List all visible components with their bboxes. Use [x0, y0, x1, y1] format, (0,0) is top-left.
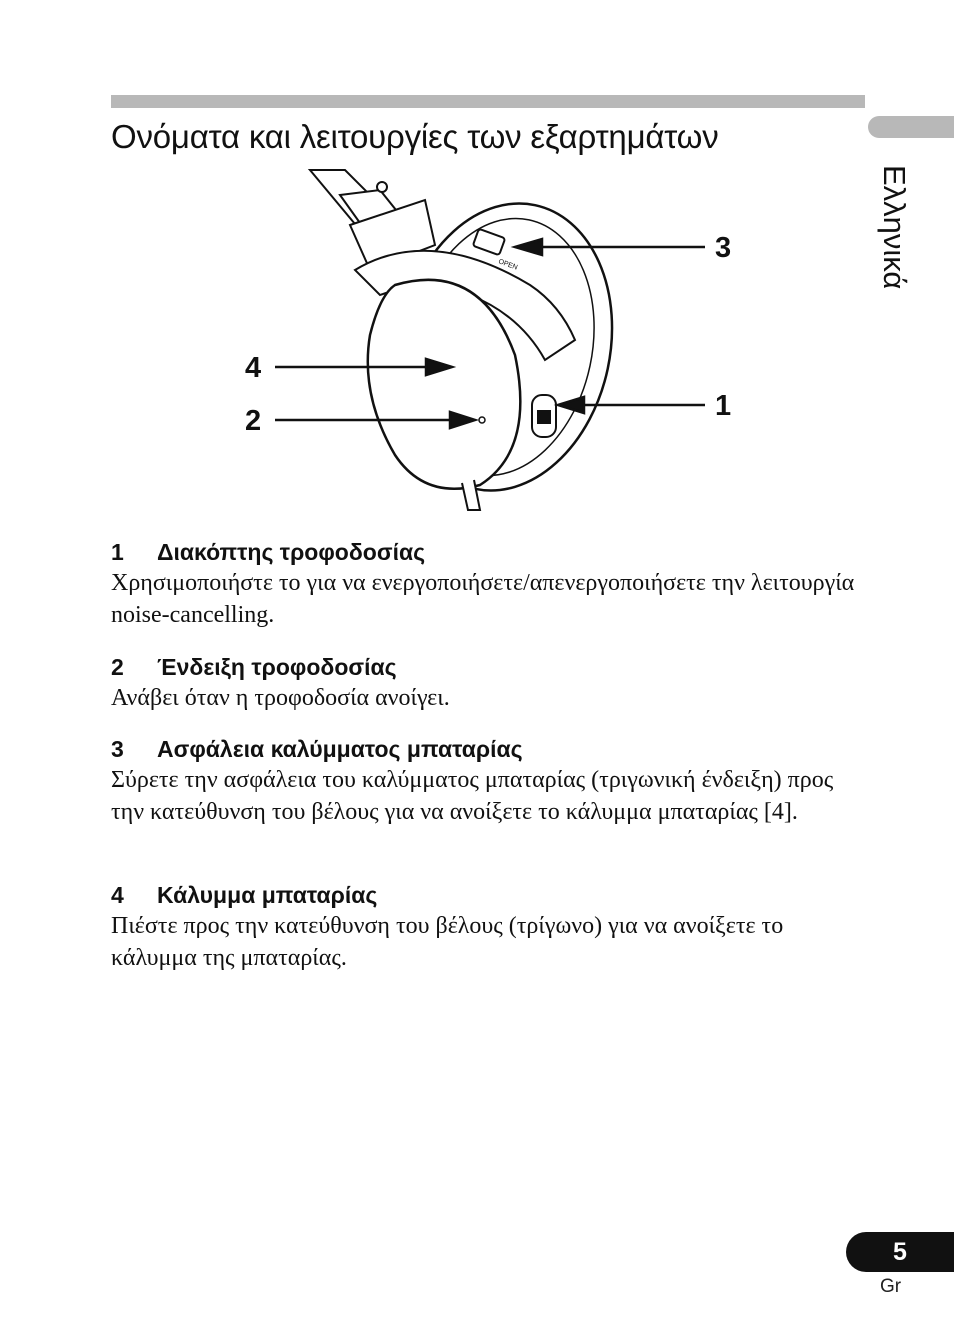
section-heading [111, 734, 871, 764]
section-number: 4 [111, 882, 124, 908]
callout-1: 1 [715, 390, 732, 422]
headphone-illustration [230, 165, 760, 525]
section-heading [111, 652, 871, 682]
callout-4: 4 [245, 352, 262, 384]
page-title: Ονόματα και λειτουργίες των εξαρτημάτων [111, 118, 719, 155]
page-language-code: Gr [880, 1276, 902, 1297]
callout-2: 2 [245, 405, 262, 437]
section-heading-text: Διακόπτης τροφοδοσίας [157, 539, 426, 565]
latch-open-label: OPEN [497, 258, 519, 272]
side-tab [868, 116, 954, 138]
section-heading [111, 537, 871, 567]
section-body: Σύρετε την ασφάλεια του καλύμματος μπαταρίας (τριγωνική ένδειξη) προς την κατεύθυνση του βέλους για να ανοίξετε το κάλυμμα μπαταρίας [4]. [111, 767, 834, 825]
section-number: 2 [111, 654, 124, 680]
page-number: 5 [846, 1232, 954, 1272]
section-number: 3 [111, 736, 124, 762]
section-heading [111, 880, 871, 910]
section-body: Πιέστε προς την κατεύθυνση του βέλους (τρίγωνο) για να ανοίξετε το κάλυμμα της μπαταρίας. [111, 913, 784, 971]
language-side-label: Ελληνικά [877, 165, 912, 290]
power-indicator [479, 417, 485, 423]
top-rule [111, 95, 865, 108]
section-power-switch [111, 537, 871, 631]
section-battery-cover [111, 880, 871, 974]
section-heading-text: Ασφάλεια καλύμματος μπαταρίας [157, 736, 523, 762]
section-body: Ανάβει όταν η τροφοδοσία ανοίγει. [111, 685, 450, 711]
section-number: 1 [111, 539, 124, 565]
section-heading-text: Ένδειξη τροφοδοσίας [157, 654, 397, 680]
callout-3: 3 [715, 232, 732, 264]
section-heading-text: Κάλυμμα μπαταρίας [157, 882, 378, 908]
section-battery-latch [111, 734, 871, 828]
section-body: Χρησιμοποιήστε το για να ενεργοποιήσετε/απενεργοποιήσετε την λειτουργία noise-cancelling. [111, 570, 855, 628]
section-power-indicator [111, 652, 871, 714]
